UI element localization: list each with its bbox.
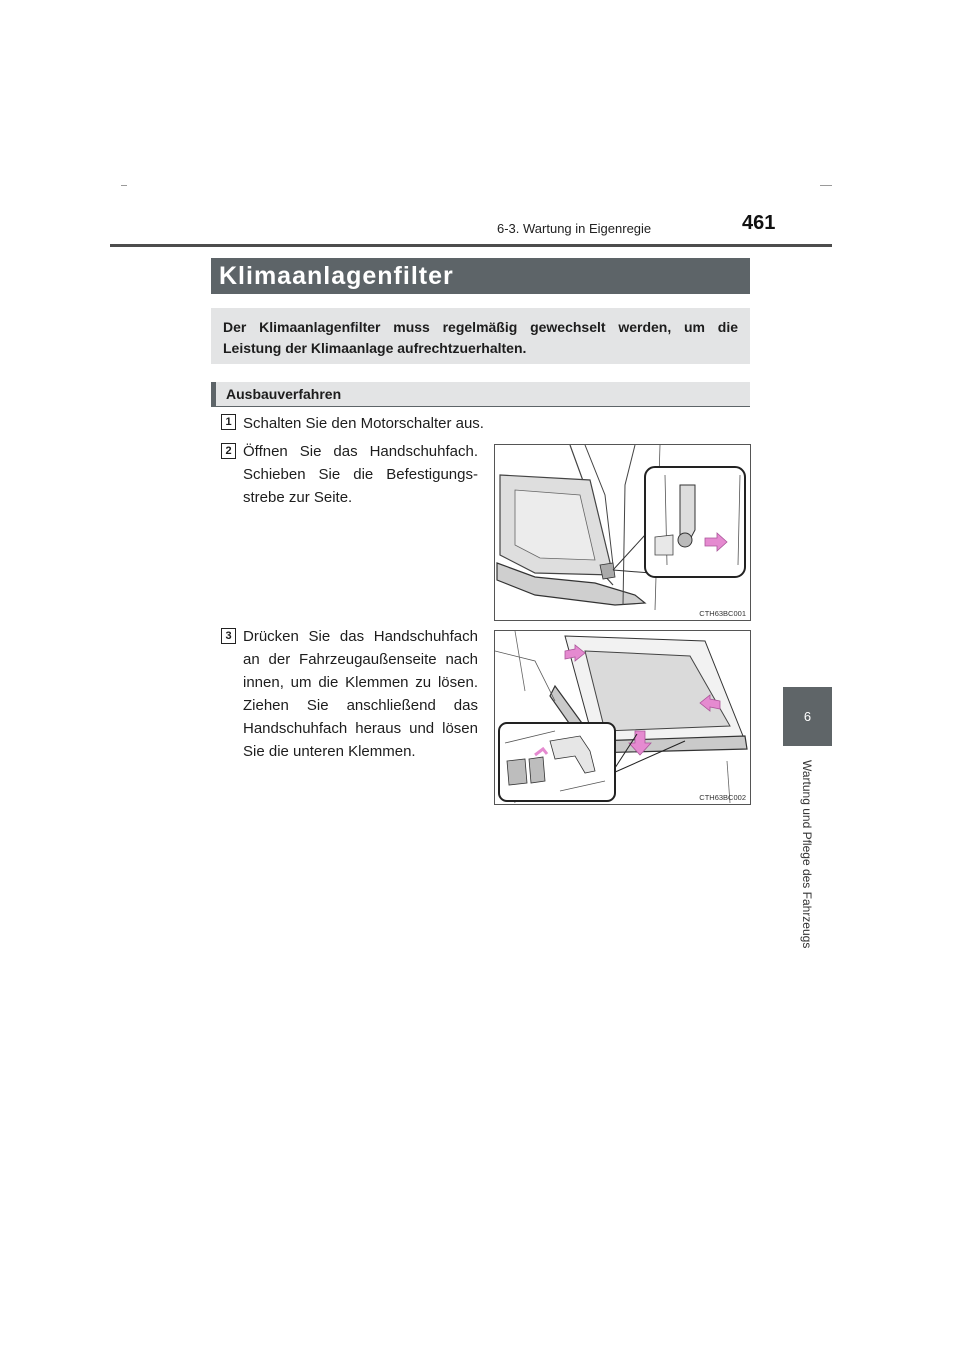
chapter-tab [783, 687, 832, 746]
step-number-1: 1 [221, 414, 236, 430]
subheading: Ausbauverfahren [211, 382, 750, 406]
figure-glovebox-clamps [494, 630, 751, 805]
step-number-3: 3 [221, 628, 236, 644]
chapter-number: 6 [803, 709, 812, 724]
chapter-title-vertical [782, 760, 832, 960]
figure-glovebox-strut [494, 444, 751, 621]
step-text-1: Schalten Sie den Motorschalter aus. [243, 415, 484, 432]
figure-code-1: CTH63BC001 [699, 609, 746, 618]
header-rule [110, 244, 832, 247]
section-label: 6-3. Wartung in Eigenregie [497, 221, 652, 236]
intro-box: Der Klimaanlagenfilter muss regelmäßig gewechselt werden, um die Leistung der Klimaanlage aufrechtzuerhalten. [211, 308, 750, 364]
glovebox-clamps-illustration [495, 631, 750, 804]
chapter-title: Wartung und Pflege des Fahrzeugs [800, 760, 814, 949]
figure-code-2: CTH63BC002 [699, 793, 746, 802]
glovebox-strut-illustration [495, 445, 750, 620]
page-title: Klimaanlagenfilter [211, 258, 750, 294]
crop-mark-left [121, 185, 127, 186]
step-text-2: Öffnen Sie das Handschuhfach. Schieben Sie die Befestigungs-strebe zur Seite. [243, 443, 478, 506]
step-number-2: 2 [221, 443, 236, 459]
subheading-rule [211, 406, 750, 407]
crop-mark-right [820, 185, 832, 186]
step-text-3: Drücken Sie das Handschuhfach an der Fahrzeugaußenseite nach innen, um die Klemmen zu lösen. Ziehen Sie anschließend das Handschuhfach heraus und lösen Sie die unteren Klemmen. [243, 628, 478, 760]
page-number: 461 [742, 212, 776, 234]
